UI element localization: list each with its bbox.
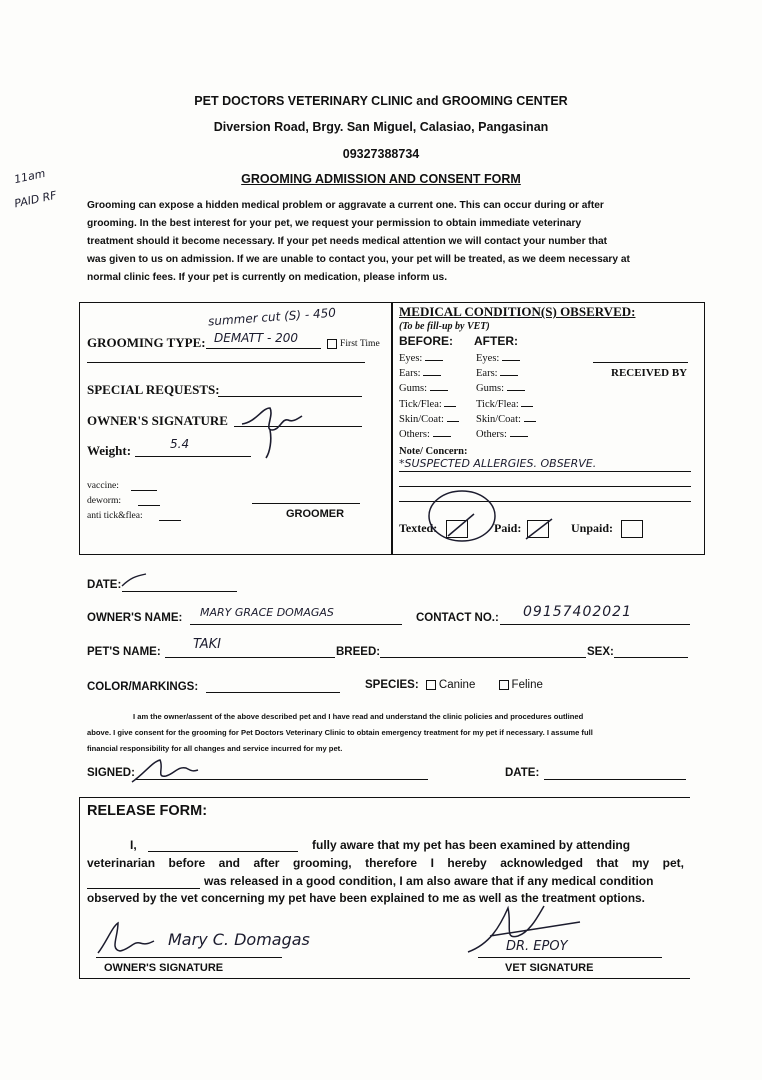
- before-item: Others:: [399, 429, 430, 441]
- signed-scribble: [130, 752, 200, 786]
- margin-note-time: 11am: [12, 166, 47, 187]
- special-requests-label: SPECIAL REQUESTS:: [87, 382, 220, 397]
- sex-line[interactable]: [614, 657, 688, 658]
- before-item: Gums:: [399, 383, 428, 395]
- vet-sig-label: VET SIGNATURE: [505, 962, 594, 974]
- intro-paragraph: [87, 197, 693, 287]
- signed-date-line[interactable]: [544, 779, 686, 780]
- received-by-label: RECEIVED BY: [611, 367, 688, 379]
- vaccine-line[interactable]: [131, 490, 157, 491]
- after-item: Skin/Coat:: [476, 413, 521, 425]
- checkbox-icon[interactable]: [499, 680, 509, 690]
- owner-release-sig-line[interactable]: [96, 957, 282, 958]
- vet-signature-text: DR. EPOY: [506, 939, 568, 954]
- clinic-name: PET DOCTORS VETERINARY CLINIC and GROOMING CENTER: [194, 94, 568, 108]
- pet-name-value[interactable]: TAKI: [193, 637, 221, 652]
- owner-release-sig-label: OWNER'S SIGNATURE: [104, 962, 224, 974]
- before-label: BEFORE:: [399, 334, 453, 348]
- special-requests-line[interactable]: [218, 396, 362, 397]
- sex-label: SEX:: [587, 646, 614, 658]
- consent-paragraph: [87, 709, 693, 757]
- before-item: Eyes:: [399, 353, 423, 364]
- contact-line: [500, 624, 690, 625]
- first-time-label: First Time: [340, 338, 380, 349]
- unpaid-checkbox[interactable]: [621, 520, 643, 538]
- deworm-label: deworm:: [87, 495, 122, 506]
- form-title: GROOMING ADMISSION AND CONSENT FORM: [241, 172, 521, 186]
- pet-name-label: PET'S NAME:: [87, 646, 161, 658]
- date-label: DATE:: [87, 579, 122, 591]
- after-item: Ears:: [476, 368, 498, 380]
- owner-release-signature: [90, 913, 310, 961]
- owner-signature-scribble: [236, 400, 306, 460]
- feline-option[interactable]: [499, 679, 543, 691]
- before-column: [399, 351, 459, 442]
- clinic-phone: 09327388734: [342, 147, 420, 161]
- intro-line: treatment should it become necessary. If your pet needs medical attention we will contact your number that: [87, 236, 608, 247]
- release-name-line[interactable]: [148, 851, 298, 852]
- species-group: [365, 679, 543, 691]
- release-title: RELEASE FORM:: [87, 803, 208, 819]
- owner-release-signature-text: Mary C. Domagas: [168, 930, 310, 949]
- intro-line: was given to us on admission. If we are unable to contact you, your pet will be treated, as we deem necessary at: [87, 254, 630, 265]
- contact-label: CONTACT NO.:: [416, 612, 499, 624]
- after-item: Tick/Flea:: [476, 398, 519, 410]
- paid-check-mark: [522, 513, 556, 543]
- canine-label: Canine: [438, 679, 476, 691]
- texted-circle-mark: [424, 486, 500, 546]
- consent-line: financial responsibility for all changes and service incurred for my pet.: [87, 744, 343, 753]
- note-label: Note/ Concern:: [399, 446, 468, 457]
- grooming-type-line: [206, 348, 321, 349]
- paid-label: Paid:: [494, 521, 522, 535]
- owner-signature-label: OWNER'S SIGNATURE: [87, 413, 228, 428]
- first-time-checkbox[interactable]: [327, 338, 380, 349]
- owner-name-line: [190, 624, 402, 625]
- release-pet-line[interactable]: [87, 888, 200, 889]
- feline-label: Feline: [511, 679, 543, 691]
- release-line4: observed by the vet concerning my pet have been explained to me as well as the treatment options.: [87, 891, 645, 905]
- contact-value[interactable]: 09157402021: [523, 604, 632, 620]
- before-item: Tick/Flea:: [399, 398, 442, 410]
- pet-name-line: [165, 657, 335, 658]
- after-item: Gums:: [476, 383, 505, 395]
- consent-line: above. I give consent for the grooming for Pet Doctors Veterinary Clinic to obtain emergency treatment for my pet if necessary. I assume full: [87, 728, 593, 737]
- handwritten-service: summer cut (S) - 450: [207, 305, 337, 329]
- clinic-address: Diversion Road, Brgy. San Miguel, Calasiao, Pangasinan: [213, 120, 549, 134]
- consent-line: I am the owner/assent of the above described pet and I have read and understand the clinic policies and procedures outlined: [133, 712, 584, 721]
- breed-line[interactable]: [380, 657, 586, 658]
- after-item: Eyes:: [476, 353, 500, 364]
- margin-note-status: PAID RF: [13, 188, 58, 211]
- deworm-line[interactable]: [138, 505, 160, 506]
- checkbox-icon[interactable]: [327, 339, 337, 349]
- signed-label: SIGNED:: [87, 767, 135, 779]
- groomer-label: GROOMER: [286, 508, 345, 520]
- texted-label: Texted:: [399, 521, 438, 535]
- received-by-line[interactable]: [593, 362, 688, 363]
- after-label: AFTER:: [474, 334, 518, 348]
- checkbox-icon[interactable]: [426, 680, 436, 690]
- canine-option[interactable]: [426, 679, 475, 691]
- signed-date-label: DATE:: [505, 767, 540, 779]
- groomer-line[interactable]: [252, 503, 360, 504]
- before-item: Skin/Coat:: [399, 413, 444, 425]
- date-line[interactable]: [122, 591, 237, 592]
- after-item: Others:: [476, 429, 507, 441]
- medical-subtitle: (To be fill-up by VET): [399, 321, 490, 332]
- before-item: Ears:: [399, 368, 421, 380]
- date-dash-mark: [120, 570, 150, 590]
- grooming-type-label: GROOMING TYPE:: [87, 335, 206, 350]
- release-line1-b: fully aware that my pet has been examined by attending: [312, 838, 631, 852]
- antitick-label: anti tick&flea:: [87, 510, 143, 521]
- vet-sig-line[interactable]: [478, 957, 662, 958]
- note-line-1: [399, 471, 691, 472]
- release-line1-a: I,: [130, 838, 137, 852]
- medical-title: MEDICAL CONDITION(S) OBSERVED:: [399, 304, 636, 319]
- release-line3: was released in a good condition, I am also aware that if any medical condition: [204, 874, 654, 888]
- species-label: SPECIES:: [365, 679, 419, 691]
- antitick-line[interactable]: [159, 520, 181, 521]
- note-value[interactable]: *SUSPECTED ALLERGIES. OBSERVE.: [399, 457, 597, 470]
- vet-signature: [460, 896, 620, 960]
- weight-label: Weight:: [87, 443, 132, 458]
- owner-name-label: OWNER'S NAME:: [87, 612, 183, 624]
- intro-line: normal clinic fees. If your pet is currently on medication, please inform us.: [87, 272, 448, 283]
- unpaid-label: Unpaid:: [571, 521, 614, 535]
- grooming-type-value[interactable]: DEMATT - 200: [214, 331, 299, 345]
- grooming-type-extra-line: [87, 362, 365, 363]
- after-column: [476, 351, 536, 442]
- release-line2: veterinarian before and after grooming, therefore I hereby acknowledged that my pet,: [87, 856, 684, 870]
- owner-name-value[interactable]: MARY GRACE DOMAGAS: [200, 606, 334, 619]
- breed-label: BREED:: [336, 646, 381, 658]
- weight-line: [135, 456, 251, 457]
- color-label: COLOR/MARKINGS:: [87, 681, 199, 693]
- intro-line: Grooming can expose a hidden medical problem or aggravate a current one. This can occur during or after: [87, 200, 604, 211]
- intro-line: grooming. In the best interest for your pet, we request your permission to obtain immediate veterinary: [87, 218, 582, 229]
- vaccine-label: vaccine:: [87, 480, 119, 491]
- column-divider: [391, 303, 393, 554]
- weight-value[interactable]: 5.4: [170, 437, 190, 451]
- color-line[interactable]: [206, 692, 340, 693]
